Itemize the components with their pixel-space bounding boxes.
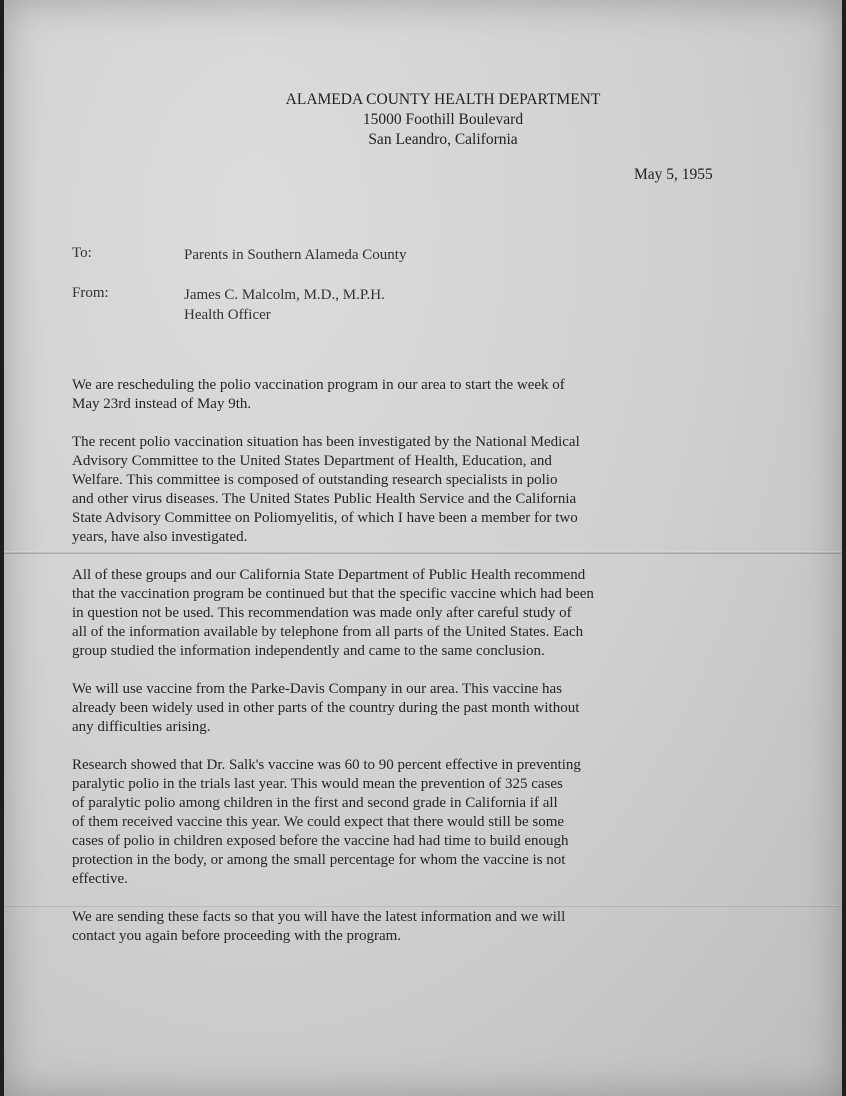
letter-body [72,376,812,965]
letter-page [4,0,842,1096]
to-value: Parents in Southern Alameda County [184,247,407,263]
to-label: To: [72,245,92,261]
letterhead-address: 15000 Foothill Boulevard [362,111,524,128]
letterhead-city: San Leandro, California [368,131,518,148]
paragraph: We will use vaccine from the Parke-Davis Company in our area. This vaccine has already been widely used in other parts of the country during the past month without any difficulties arising. [72,681,580,735]
from-block [184,285,385,325]
from-title: Health Officer [184,307,271,323]
from-name: James C. Malcolm, M.D., M.P.H. [184,287,385,303]
letterhead-org: ALAMEDA COUNTY HEALTH DEPARTMENT [285,91,601,108]
paragraph: All of these groups and our California State Department of Public Health recommend that the vaccination program be continued but that the specific vaccine which had been in question not be used. This recommendation was made only after careful study of all of the information available by telephone from all parts of the United States. Each group studied the information independently and came to the same conclusion. [72,567,594,659]
paragraph: Research showed that Dr. Salk's vaccine was 60 to 90 percent effective in preventing paralytic polio in the trials last year. This would mean the prevention of 325 cases of paralytic polio among children in the first and second grade in California if all of them received vaccine this year. We could expect that there would still be some cases of polio in children exposed before the vaccine had had time to build enough protection in the body, or among the small percentage for whom the vaccine is not effective. [72,757,581,887]
letterhead [4,90,842,150]
paragraph: We are rescheduling the polio vaccination program in our area to start the week of May 23rd instead of May 9th. [72,377,565,412]
from-label: From: [72,285,109,301]
paragraph: We are sending these facts so that you will have the latest information and we will contact you again before proceeding with the program. [72,909,566,944]
letter-date: May 5, 1955 [634,166,713,183]
paragraph: The recent polio vaccination situation has been investigated by the National Medical Advisory Committee to the United States Department of Health, Education, and Welfare. This committee is composed of outstanding research specialists in polio and other virus diseases. The United States Public Health Service and the California State Advisory Committee on Poliomyelitis, of which I have been a member for two years, have also investigated. [72,434,580,545]
